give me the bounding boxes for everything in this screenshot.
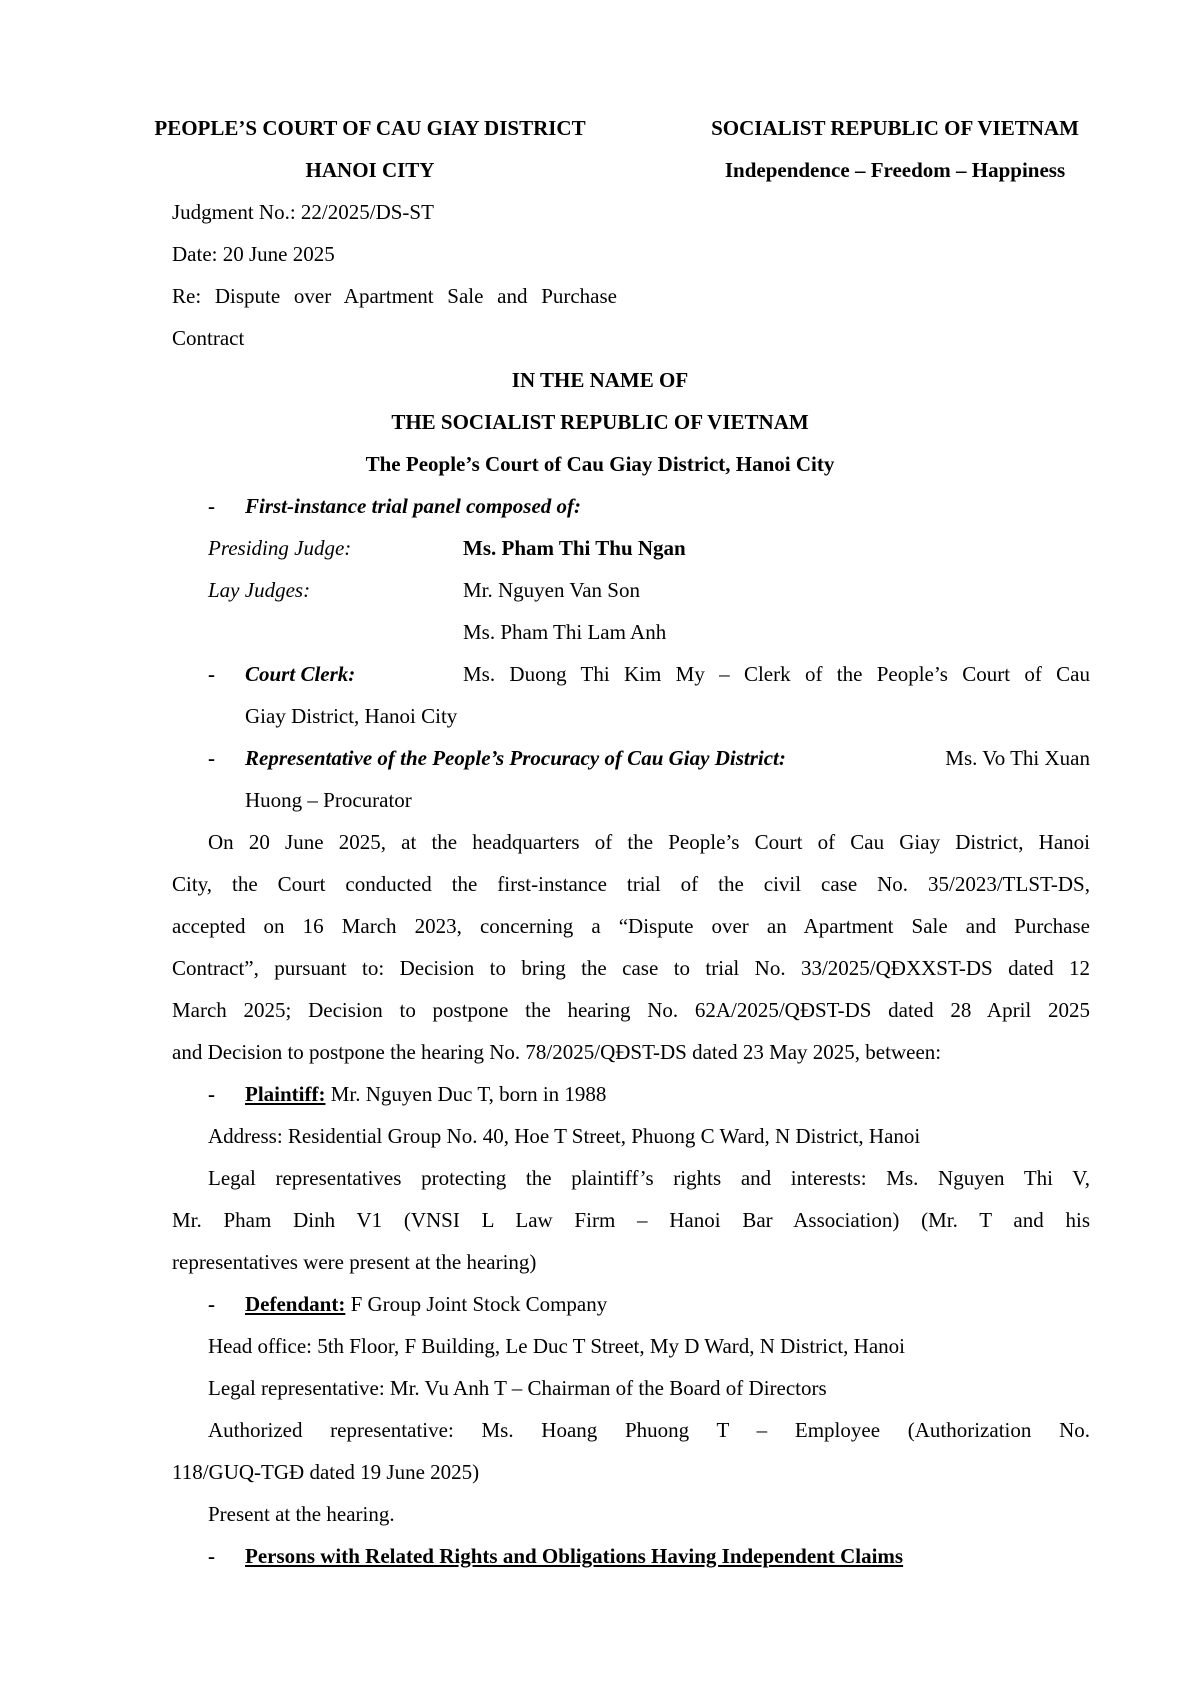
defendant-label: Defendant:	[245, 1292, 346, 1316]
bullet-dash: -	[208, 1292, 215, 1316]
plaintiff-address: Address: Residential Group No. 40, Hoe T Street, Phuong C Ward, N District, Hanoi	[208, 1124, 921, 1148]
judgment-date: Date: 20 June 2025	[172, 242, 335, 266]
intro-line-5: March 2025; Decision to postpone the hearing No. 62A/2025/QĐST-DS dated 28 April 2025	[172, 998, 1090, 1022]
national-motto: Independence – Freedom – Happiness	[724, 158, 1066, 182]
court-city: HANOI CITY	[305, 158, 435, 182]
panel-heading: First-instance trial panel composed of:	[245, 494, 581, 518]
bullet-dash: -	[208, 1082, 215, 1106]
defendant-authorized-line2: 118/GUQ-TGĐ dated 19 June 2025)	[172, 1460, 480, 1484]
lay-judge-1: Mr. Nguyen Van Son	[463, 578, 640, 602]
title-republic: THE SOCIALIST REPUBLIC OF VIETNAM	[391, 410, 809, 434]
plaintiff-label: Plaintiff:	[245, 1082, 326, 1106]
court-clerk-line2: Giay District, Hanoi City	[245, 704, 458, 728]
bullet-dash: -	[208, 662, 215, 686]
court-clerk-label: Court Clerk:	[245, 662, 356, 686]
plaintiff-name: Mr. Nguyen Duc T, born in 1988	[325, 1082, 607, 1106]
intro-line-3: accepted on 16 March 2023, concerning a “Dispute over an Apartment Sale and Purchase	[172, 914, 1090, 938]
defendant-legal-representative: Legal representative: Mr. Vu Anh T – Chairman of the Board of Directors	[208, 1376, 827, 1400]
plaintiff-reps-line1: Legal representatives protecting the plaintiff’s rights and interests: Ms. Nguyen Thi V,	[208, 1166, 1090, 1190]
plaintiff-reps-line2: Mr. Pham Dinh V1 (VNSI L Law Firm – Hanoi Bar Association) (Mr. T and his	[172, 1208, 1090, 1232]
case-subject-line1: Re: Dispute over Apartment Sale and Purchase	[172, 284, 617, 308]
intro-line-6: and Decision to postpone the hearing No. 78/2025/QĐST-DS dated 23 May 2025, between:	[172, 1040, 942, 1064]
title-court: The People’s Court of Cau Giay District, Hanoi City	[365, 452, 835, 476]
court-clerk-line1: Ms. Duong Thi Kim My – Clerk of the People’s Court of Cau	[463, 662, 1090, 686]
presiding-judge-label: Presiding Judge:	[208, 536, 352, 560]
plaintiff-line	[245, 1080, 606, 1108]
procuracy-representative: Ms. Vo Thi Xuan	[945, 746, 1090, 770]
procuracy-label: Representative of the People’s Procuracy of Cau Giay District:	[245, 746, 786, 770]
intro-line-1: On 20 June 2025, at the headquarters of the People’s Court of Cau Giay District, Hanoi	[208, 830, 1090, 854]
procuracy-line2: Huong – Procurator	[245, 788, 412, 812]
presiding-judge-name: Ms. Pham Thi Thu Ngan	[463, 536, 686, 560]
bullet-dash: -	[208, 746, 215, 770]
defendant-presence: Present at the hearing.	[208, 1502, 395, 1526]
defendant-head-office: Head office: 5th Floor, F Building, Le Duc T Street, My D Ward, N District, Hanoi	[208, 1334, 905, 1358]
plaintiff-reps-line3: representatives were present at the hearing)	[172, 1250, 537, 1274]
intro-line-4: Contract”, pursuant to: Decision to bring the case to trial No. 33/2025/QĐXXST-DS dated 12	[172, 956, 1090, 980]
nation-name: SOCIALIST REPUBLIC OF VIETNAM	[711, 116, 1079, 140]
related-persons-heading: Persons with Related Rights and Obligations Having Independent Claims	[245, 1544, 904, 1568]
intro-line-2: City, the Court conducted the first-instance trial of the civil case No. 35/2023/TLST-DS,	[172, 872, 1090, 896]
lay-judges-label: Lay Judges:	[208, 578, 311, 602]
defendant-authorized-line1: Authorized representative: Ms. Hoang Phuong T – Employee (Authorization No.	[208, 1418, 1090, 1442]
lay-judge-2: Ms. Pham Thi Lam Anh	[463, 620, 667, 644]
defendant-name: F Group Joint Stock Company	[345, 1292, 608, 1316]
title-in-the-name-of: IN THE NAME OF	[511, 368, 689, 392]
judgment-number: Judgment No.: 22/2025/DS-ST	[172, 200, 434, 224]
court-name: PEOPLE’S COURT OF CAU GIAY DISTRICT	[154, 116, 586, 140]
defendant-line	[245, 1290, 607, 1318]
bullet-dash: -	[208, 1544, 215, 1568]
case-subject-line2: Contract	[172, 326, 245, 350]
bullet-dash: -	[208, 494, 215, 518]
